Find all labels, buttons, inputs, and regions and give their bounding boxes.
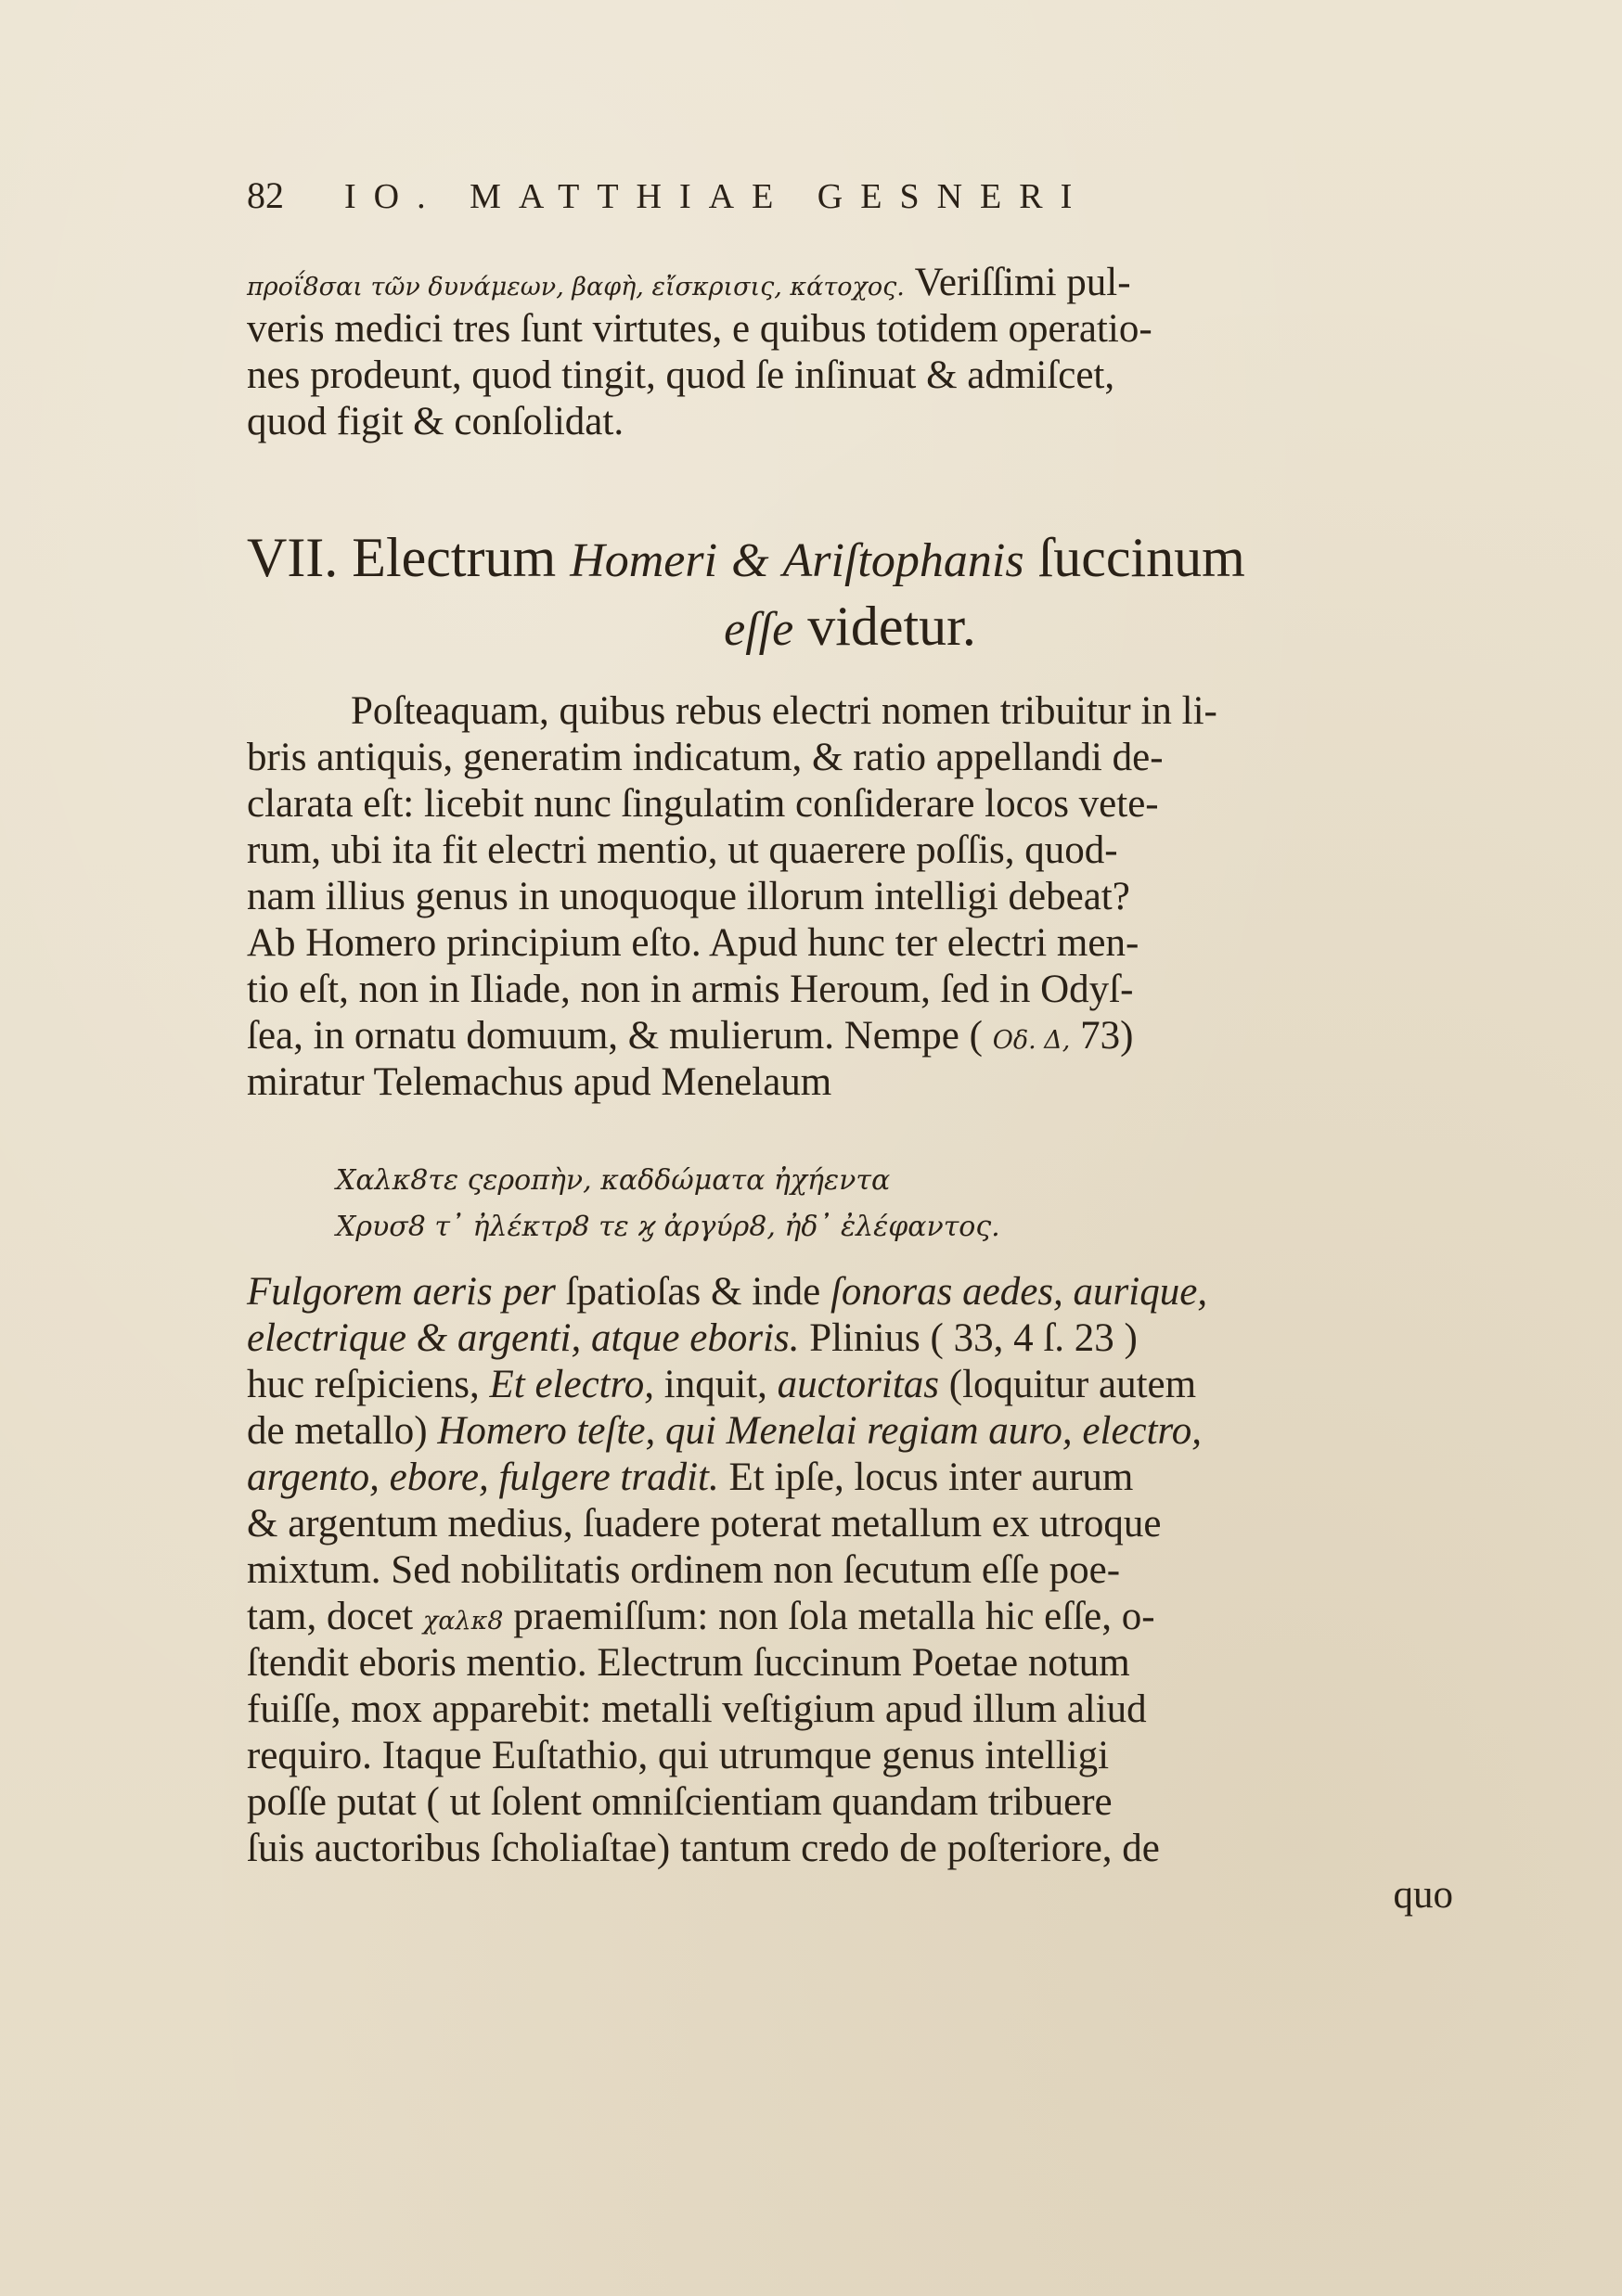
section-heading-line2: eſſe videtur.	[724, 596, 976, 657]
running-head: IO. MATTHIAE GESNERI	[344, 177, 1090, 216]
text-line: ſuis auctoribus ſcholiaſtae) tantum credo de poſteriore, de	[247, 1827, 1160, 1870]
greek-verse-line: Χρυσ8 τ᾽ ἠλέκτρ8 τε ϗ ἀργύρ8, ἠδ᾽ ἐλέφαντος.	[336, 1211, 1000, 1243]
text-line: rum, ubi ita fit electri mentio, ut quaerere poſſis, quod-	[247, 828, 1118, 872]
greek-word: χαλκ8	[422, 1607, 504, 1635]
opening-text	[247, 260, 1453, 445]
text-line: de metallo) Homero teſte, qui Menelai regiam auro, electro,	[247, 1409, 1202, 1453]
main-paragraph	[247, 688, 1453, 1106]
text-line: πρoΐ8σαι τῶν δυνάμεων, βαφὴ, εἴσκρισις, κάτοχος. Veriſſimi pul-	[247, 261, 1131, 304]
catchword: quo	[1393, 1873, 1453, 1917]
text-line: electrique & argenti, atque eboris. Plinius ( 33, 4 ſ. 23 )	[247, 1316, 1138, 1360]
text-line: nes prodeunt, quod tingit, quod ſe inſinuat & admiſcet,	[247, 353, 1115, 397]
text-line: poſſe putat ( ut ſolent omniſcientiam quandam tribuere	[247, 1780, 1113, 1824]
text-line: clarata eſt: licebit nunc ſingulatim conſiderare locos vete-	[247, 782, 1159, 826]
text-line: bris antiquis, generatim indicatum, & ratio appellandi de-	[247, 736, 1164, 779]
section-heading-line1: VII. Electrum Homeri & Ariſtophanis ſuccinum	[247, 527, 1245, 588]
text-line: Poſteaquam, quibus rebus electri nomen tribuitur in li-	[351, 689, 1217, 733]
text-line: argento, ebore, fulgere tradit. Et ipſe, locus inter aurum	[247, 1456, 1134, 1499]
page-number: 82	[247, 174, 284, 216]
text-line: fuiſſe, mox apparebit: metalli veſtigium apud illum aliud	[247, 1687, 1147, 1731]
text-line: tam, docet χαλκ8 praemiſſum: non ſola metalla hic eſſe, o-	[247, 1595, 1155, 1638]
section-heading	[247, 525, 1453, 662]
text-line: requiro. Itaque Euſtathio, qui utrumque genus intelligi	[247, 1734, 1110, 1777]
text-line: ſea, in ornatu domuum, & mulierum. Nempe ( Οδ. Δ, 73)	[247, 1014, 1134, 1058]
section-numeral: VII.	[247, 527, 339, 588]
text-line: ſtendit eboris mentio. Electrum ſuccinum Poetae notum	[247, 1641, 1130, 1685]
text-line: quod figit & conſolidat.	[247, 400, 624, 443]
text-line: huc reſpiciens, Et electro, inquit, auctoritas (loquitur autem	[247, 1363, 1197, 1406]
text-line: miratur Telemachus apud Menelaum	[247, 1060, 832, 1104]
greek-quotation	[247, 1158, 1542, 1251]
text-line: & argentum medius, ſuadere poterat metallum ex utroque	[247, 1502, 1162, 1546]
translation-paragraph	[247, 1269, 1453, 1501]
text-line: tio eſt, non in Iliade, non in armis Heroum, ſed in Odyſ-	[247, 968, 1134, 1011]
closing-paragraph	[247, 1501, 1453, 1918]
greek-phrase: πρoΐ8σαι τῶν δυνάμεων, βαφὴ, εἴσκρισις, κάτοχος.	[247, 273, 905, 301]
text-line: mixtum. Sed nobilitatis ordinem non ſecutum eſſe poe-	[247, 1548, 1121, 1592]
text-line: Ab Homero principium eſto. Apud hunc ter electri men-	[247, 921, 1139, 965]
text-line: veris medici tres ſunt virtutes, e quibus totidem operatio-	[247, 307, 1152, 351]
page-header	[247, 163, 1453, 228]
greek-reference: Οδ. Δ,	[992, 1026, 1071, 1055]
text-line: nam illius genus in unoquoque illorum intelligi debeat?	[247, 875, 1130, 918]
text-line: Fulgorem aeris per ſpatioſas & inde ſonoras aedes, aurique,	[247, 1270, 1208, 1314]
greek-verse-line: Χαλκ8τε ςεροπὴν, καδδώματα ἠχήεντα	[336, 1164, 891, 1197]
